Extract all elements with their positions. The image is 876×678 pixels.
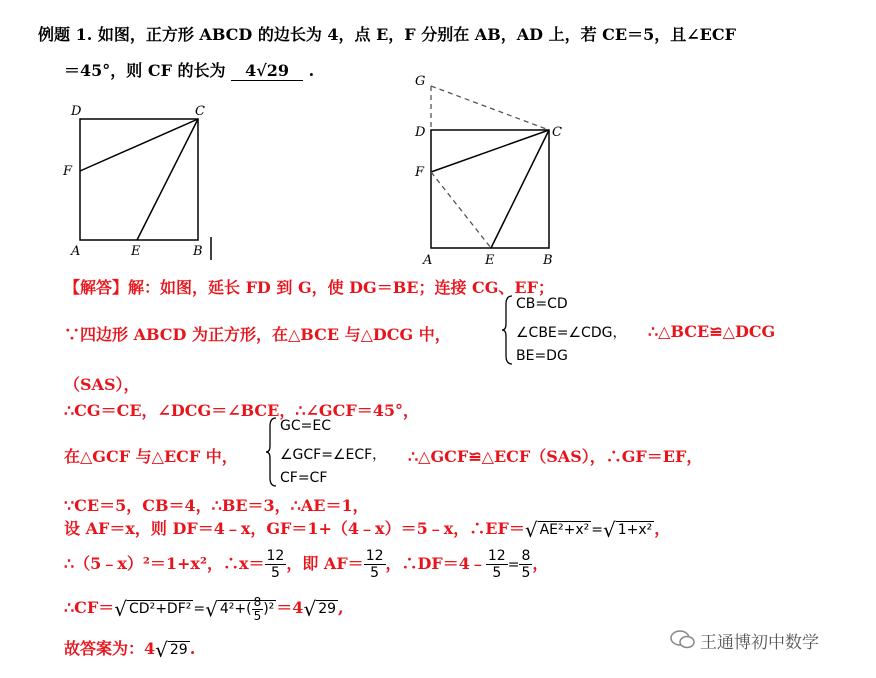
label-b2: B xyxy=(543,253,553,268)
solution-line-5-prefix: 在△GCF 与△ECF 中， xyxy=(64,447,238,466)
segment-ce xyxy=(137,119,198,240)
system-2-row-2: ∠GCF=∠ECF， xyxy=(280,447,387,463)
wechat-icon xyxy=(670,628,696,650)
label-g: G xyxy=(415,74,426,89)
square-abcd-2 xyxy=(431,130,549,248)
solution-line-8-a: ∴（5﹣x）²＝1+x²，∴x＝ xyxy=(64,554,265,573)
segment-gc xyxy=(431,86,549,130)
fraction-12-5-c: $\frac{12}{5}$ xyxy=(487,548,506,581)
solution-line-2-suffix: ∴△BCE≌△DCG xyxy=(648,322,776,341)
watermark-text: 王通博初中数学 xyxy=(700,633,819,653)
solution-line-9-prefix: ∴CF＝ xyxy=(64,598,115,617)
solution-line-7: 设 AF＝x，则 DF＝4﹣x，GF＝1+（4﹣x）＝5﹣x，∴EF＝√ AE²+x² =√ 1+x² ， xyxy=(64,518,671,542)
solution-line-8-d: ， xyxy=(532,554,549,573)
system-2-row-3: CF=CF xyxy=(280,470,328,486)
label-f: F xyxy=(63,164,73,179)
sqrt-4-8-5: √ 4²+( $\frac{8}{5}$ )² xyxy=(205,594,275,623)
label-e2: E xyxy=(485,253,495,268)
problem-line-1: 例题 1. 如图，正方形 ABCD 的边长为 4，点 E，F 分别在 AB，AD 上，若 CE＝5，且∠ECF xyxy=(38,25,736,44)
label-b: B xyxy=(193,244,203,259)
fraction-12-5-b: $\frac{12}{5}$ xyxy=(365,548,384,581)
system-1-row-3: BE=DG xyxy=(516,348,568,364)
system-brace-2 xyxy=(264,416,278,488)
system-1-row-1: CB=CD xyxy=(516,296,568,312)
solution-line-7-prefix: 设 AF＝x，则 DF＝4﹣x，GF＝1+（4﹣x）＝5﹣x，∴EF＝ xyxy=(64,519,525,538)
solution-line-6: ∵CE＝5，CB＝4，∴BE＝3，∴AE＝1， xyxy=(64,496,369,515)
solution-line-3: （SAS）， xyxy=(64,375,140,394)
sqrt-cd-df: √ CD²+DF² xyxy=(114,597,192,621)
solution-line-1: 【解答】解：如图，延长 FD 到 G，使 DG＝BE；连接 CG、EF； xyxy=(64,278,554,297)
system-brace-1 xyxy=(500,294,514,366)
label-a2: A xyxy=(423,253,433,268)
label-c: C xyxy=(195,104,205,119)
square-abcd xyxy=(80,119,198,240)
answer-blank: 4√29 xyxy=(231,61,303,81)
sqrt-29: √ 29 xyxy=(303,597,337,621)
fraction-8-5: $\frac{8}{5}$ xyxy=(521,548,531,581)
label-d2: D xyxy=(415,125,426,140)
figure-square-2 xyxy=(405,68,585,268)
solution-line-8-c: ，∴DF＝4﹣ xyxy=(385,554,486,573)
label-d: D xyxy=(71,104,82,119)
label-c2: C xyxy=(552,125,562,140)
solution-line-8-b: ，即 AF＝ xyxy=(286,554,364,573)
system-2-row-1: GC=EC xyxy=(280,418,331,434)
sqrt-1-x: √ 1+x² xyxy=(602,518,653,542)
system-1-row-2: ∠CBE=∠CDG， xyxy=(516,325,627,341)
solution-line-9: ∴CF＝√ CD²+DF² =√ 4²+( $\frac{8}{5}$ )² ＝4√ 29 , xyxy=(64,594,344,623)
solution-line-9-eq: ＝4 xyxy=(276,598,304,617)
sqrt-29-final: √ 29 xyxy=(155,638,188,662)
problem-line-2 xyxy=(64,58,314,81)
sqrt-ae-x: √ AE²+x² xyxy=(524,518,590,542)
segment-fe xyxy=(431,172,491,248)
problem-line-2-prefix: ＝45°，则 CF 的长为 xyxy=(64,61,226,80)
figure-square-1 xyxy=(55,95,225,265)
fraction-12-5-a: $\frac{12}{5}$ xyxy=(266,548,285,581)
solution-line-10: 故答案为：4√ 29 . xyxy=(64,638,196,662)
solution-line-5-suffix: ∴△GCF≌△ECF（SAS），∴GF＝EF， xyxy=(408,447,703,466)
solution-line-10-prefix: 故答案为：4 xyxy=(64,639,156,658)
solution-line-4: ∴CG＝CE，∠DCG＝∠BCE，∴∠GCF＝45°， xyxy=(64,401,419,420)
label-e: E xyxy=(131,244,141,259)
label-f2: F xyxy=(415,165,425,180)
label-a: A xyxy=(71,244,81,259)
solution-line-8: ∴（5﹣x）²＝1+x²，∴x＝ $\frac{12}{5}$ ，即 AF＝ $\frac{12}{5}$ ，∴DF＝4﹣ $\frac{12}{5}$ = $\frac{8}{5}$ ， xyxy=(64,548,549,581)
solution-line-2-prefix: ∵四边形 ABCD 为正方形，在△BCE 与△DCG 中， xyxy=(64,325,451,344)
problem-line-2-suffix: . xyxy=(308,61,315,80)
segment-cf xyxy=(80,119,198,171)
